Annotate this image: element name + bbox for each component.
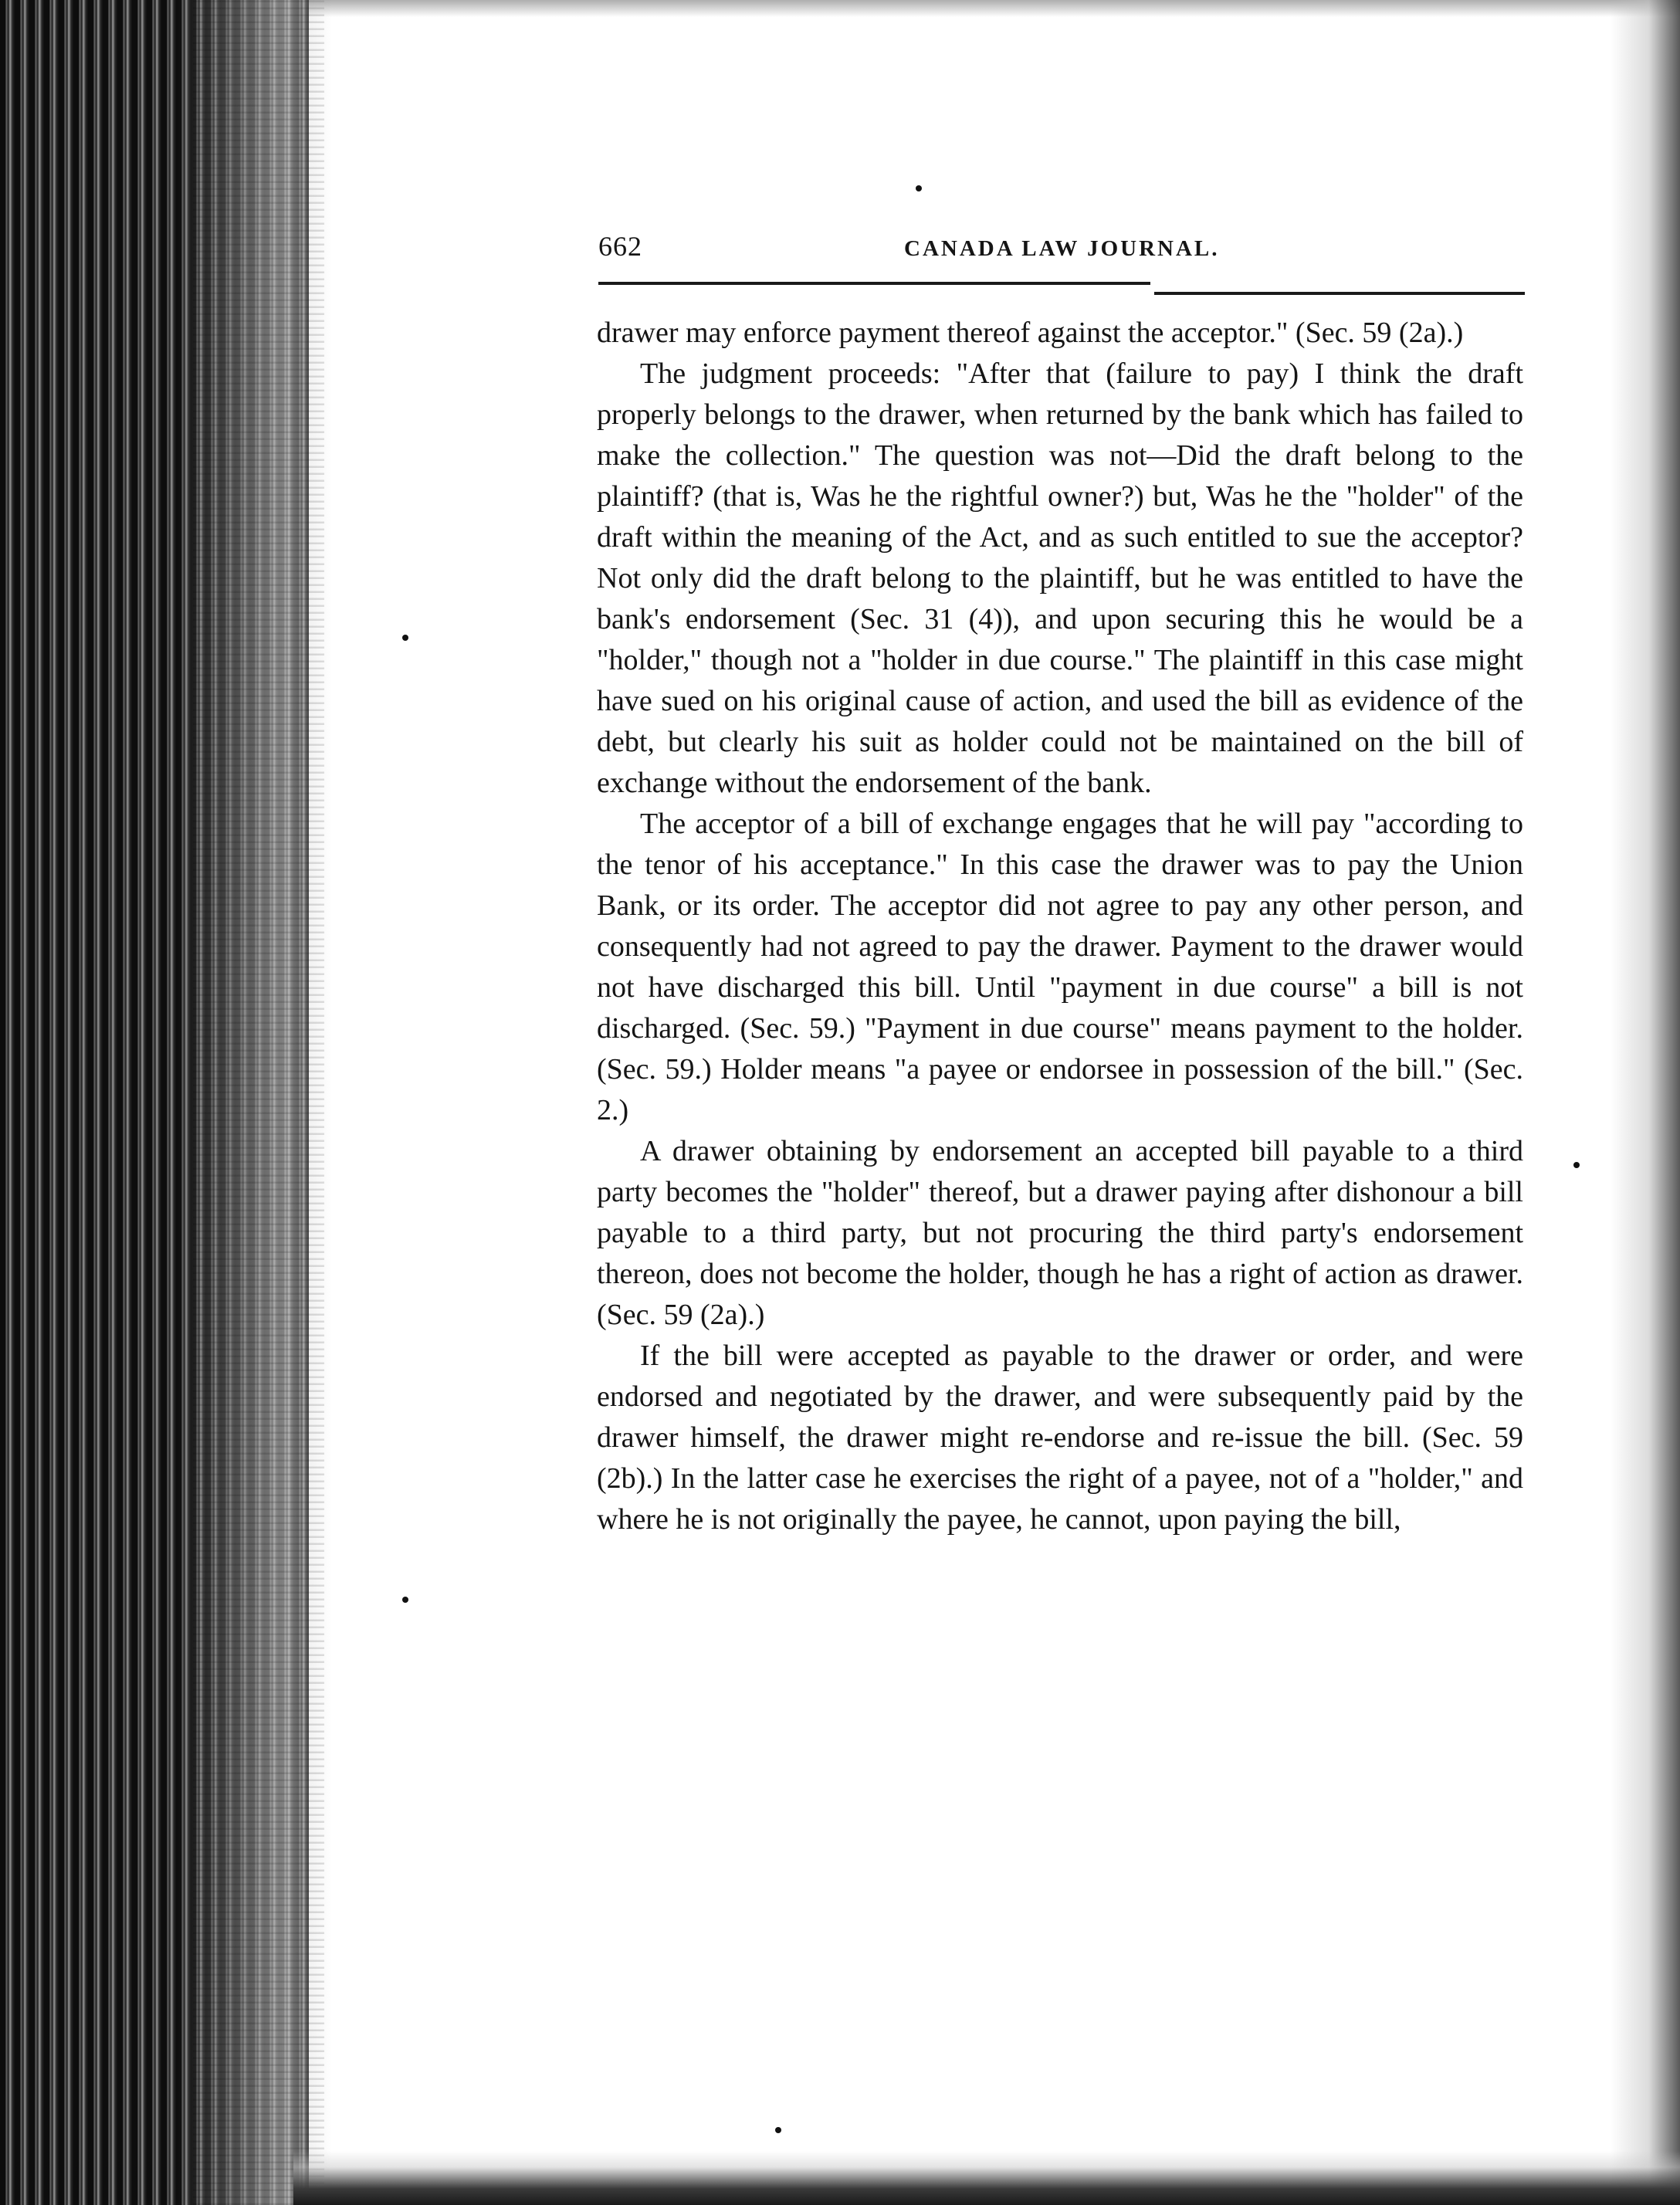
right-page-edge <box>1611 0 1680 2205</box>
paragraph: If the bill were accepted as payable to the drawer or order, and were endorsed and negotiated by the drawer, and were subsequently paid by the drawer himself, the drawer might re-endorse and re-issue the bill. (Sec. 59 (2b).) In the latter case he exercises the right of a payee, not of a "holder," and where he is not originally the payee, he cannot, upon paying the bill, <box>597 1340 1523 1536</box>
bottom-page-edge <box>293 2151 1680 2205</box>
header-rule <box>1154 292 1525 295</box>
paragraph: drawer may enforce payment thereof against the acceptor." (Sec. 59 (2a).) <box>597 317 1464 349</box>
speck <box>916 185 922 191</box>
journal-title: CANADA LAW JOURNAL. <box>904 236 1220 261</box>
header-rule <box>598 282 1150 285</box>
speck <box>1573 1162 1580 1168</box>
speck <box>402 635 408 641</box>
speck <box>775 2127 781 2133</box>
speck <box>402 1597 408 1603</box>
running-head <box>598 230 1525 269</box>
gutter-scan-noise <box>193 0 324 2205</box>
page-number: 662 <box>598 231 642 262</box>
body-text <box>597 313 1523 1540</box>
top-page-edge <box>309 0 1680 17</box>
paragraph: The acceptor of a bill of exchange engages that he will pay "according to the tenor of his acceptance." In this case the drawer was to pay the Union Bank, or its order. The acceptor did not agree to pay any other person, and consequently had not agreed to pay the drawer. Payment to the drawer would not have discharged this bill. Until "payment in due course" a bill is not discharged. (Sec. 59.) "Payment in due course" means payment to the holder. (Sec. 59.) Holder means "a payee or endorsee in possession of the bill." (Sec. 2.) <box>597 808 1523 1126</box>
paragraph: A drawer obtaining by endorsement an accepted bill payable to a third party becomes the "holder" thereof, but a drawer paying after dishonour a bill payable to a third party, but not procuring the third party's endorsement thereon, does not become the holder, though he has a right of action as drawer. (Sec. 59 (2a).) <box>597 1135 1523 1331</box>
paragraph: The judgment proceeds: "After that (failure to pay) I think the draft properly belongs to the drawer, when returned by the bank which has failed to make the collection." The question was not—Did the draft belong to the plaintiff? (that is, Was he the rightful owner?) but, Was he the "holder" of the draft within the meaning of the Act, and as such entitled to sue the acceptor? Not only did the draft belong to the plaintiff, but he was entitled to have the bank's endorsement (Sec. 31 (4)), and upon securing this he would be a "holder," though not a "holder in due course." The plaintiff in this case might have sued on his original cause of action, and used the bill as evidence of the debt, but clearly his suit as holder could not be maintained on the bill of exchange without the endorsement of the bank. <box>597 357 1523 799</box>
